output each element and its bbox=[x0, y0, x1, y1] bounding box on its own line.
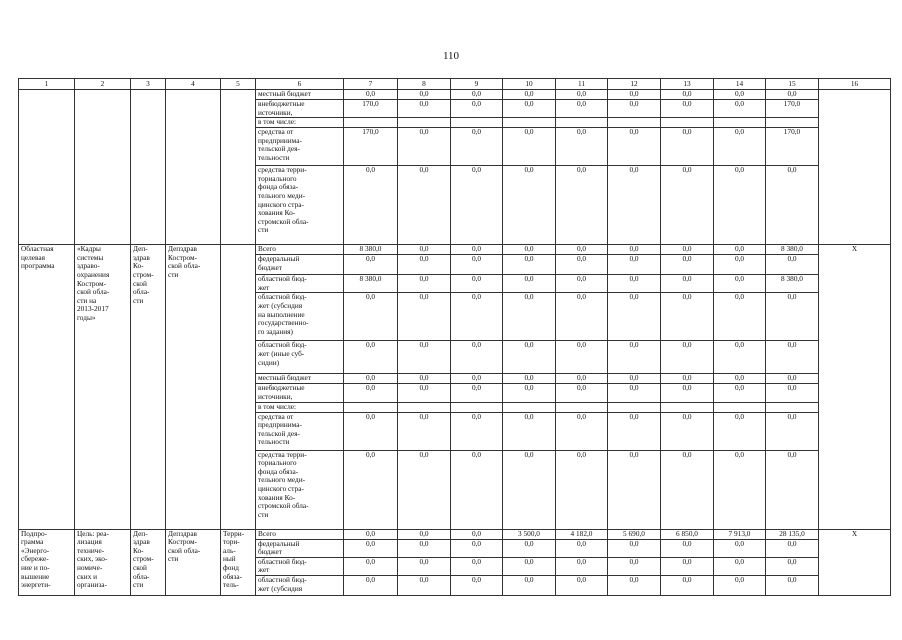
empty-cell-col4 bbox=[166, 90, 221, 245]
value-cell-col11: 0,0 bbox=[556, 384, 608, 402]
value-cell-col11: 0,0 bbox=[556, 293, 608, 341]
value-cell-col13: 0,0 bbox=[661, 100, 714, 118]
value-cell-col10: 0,0 bbox=[503, 384, 556, 402]
value-cell-col7: 0,0 bbox=[344, 374, 398, 384]
value-cell-col12: 0,0 bbox=[608, 539, 661, 557]
value-cell-col15: 0,0 bbox=[766, 575, 819, 595]
column-header-6: 6 bbox=[256, 79, 344, 90]
value-cell-col10: 0,0 bbox=[503, 100, 556, 118]
value-cell-col7: 0,0 bbox=[344, 539, 398, 557]
value-cell-col14: 0,0 bbox=[714, 245, 766, 255]
value-cell-col15: 0,0 bbox=[766, 166, 819, 245]
funding-source: областной бюд- жет bbox=[256, 557, 344, 575]
value-cell-col9: 0,0 bbox=[451, 557, 503, 575]
value-cell-col11: 0,0 bbox=[556, 575, 608, 595]
value-cell-col8: 0,0 bbox=[398, 128, 451, 166]
value-cell-col11: 0,0 bbox=[556, 557, 608, 575]
program-participant bbox=[221, 245, 256, 529]
value-cell-col13: 0,0 bbox=[661, 557, 714, 575]
program-col16-mark: X bbox=[819, 245, 891, 529]
funding-source: областной бюд- жет (субсидия bbox=[256, 575, 344, 595]
column-header-7: 7 bbox=[344, 79, 398, 90]
program-program-name: «Кадры системы здраво- охранения Костром- ской обла- сти на 2013-2017 годы» bbox=[75, 245, 131, 529]
table-row bbox=[19, 529, 891, 539]
funding-source: местный бюджет bbox=[256, 90, 344, 100]
value-cell-col13: 0,0 bbox=[661, 575, 714, 595]
value-cell-col11: 0,0 bbox=[556, 450, 608, 529]
value-cell-col7: 8 380,0 bbox=[344, 275, 398, 293]
value-cell-col8: 0,0 bbox=[398, 90, 451, 100]
value-cell-col8: 0,0 bbox=[398, 575, 451, 595]
value-cell-col7: 0,0 bbox=[344, 293, 398, 341]
value-cell-col11: 0,0 bbox=[556, 90, 608, 100]
value-cell-col9: 0,0 bbox=[451, 90, 503, 100]
value-cell-col8: 0,0 bbox=[398, 557, 451, 575]
column-header-14: 14 bbox=[714, 79, 766, 90]
value-cell-col8: 0,0 bbox=[398, 275, 451, 293]
value-cell-col13 bbox=[661, 402, 714, 412]
value-cell-col11: 0,0 bbox=[556, 341, 608, 374]
value-cell-col10: 0,0 bbox=[503, 90, 556, 100]
value-cell-col13: 0,0 bbox=[661, 341, 714, 374]
value-cell-col14: 0,0 bbox=[714, 575, 766, 595]
value-cell-col11: 4 182,0 bbox=[556, 529, 608, 539]
value-cell-col9: 0,0 bbox=[451, 293, 503, 341]
value-cell-col14: 0,0 bbox=[714, 450, 766, 529]
value-cell-col14: 0,0 bbox=[714, 166, 766, 245]
value-cell-col11: 0,0 bbox=[556, 275, 608, 293]
value-cell-col10: 0,0 bbox=[503, 374, 556, 384]
value-cell-col9 bbox=[451, 118, 503, 128]
value-cell-col8: 0,0 bbox=[398, 539, 451, 557]
value-cell-col13 bbox=[661, 118, 714, 128]
value-cell-col14: 7 913,0 bbox=[714, 529, 766, 539]
value-cell-col7 bbox=[344, 118, 398, 128]
value-cell-col13: 0,0 bbox=[661, 90, 714, 100]
funding-source: в том числе: bbox=[256, 118, 344, 128]
value-cell-col7: 0,0 bbox=[344, 341, 398, 374]
value-cell-col10: 0,0 bbox=[503, 275, 556, 293]
value-cell-col14 bbox=[714, 402, 766, 412]
value-cell-col12: 0,0 bbox=[608, 575, 661, 595]
funding-source: Всего bbox=[256, 245, 344, 255]
value-cell-col13: 0,0 bbox=[661, 374, 714, 384]
value-cell-col7: 0,0 bbox=[344, 557, 398, 575]
value-cell-col14: 0,0 bbox=[714, 100, 766, 118]
value-cell-col11: 0,0 bbox=[556, 412, 608, 450]
value-cell-col12: 0,0 bbox=[608, 255, 661, 275]
funding-source: местный бюджет bbox=[256, 374, 344, 384]
value-cell-col12: 0,0 bbox=[608, 100, 661, 118]
value-cell-col10: 0,0 bbox=[503, 575, 556, 595]
value-cell-col9: 0,0 bbox=[451, 255, 503, 275]
value-cell-col10: 0,0 bbox=[503, 450, 556, 529]
value-cell-col15: 28 135,0 bbox=[766, 529, 819, 539]
value-cell-col7: 0,0 bbox=[344, 90, 398, 100]
funding-source: средства от предпринима- тельской дея- тельности bbox=[256, 128, 344, 166]
value-cell-col13: 0,0 bbox=[661, 412, 714, 450]
value-cell-col11: 0,0 bbox=[556, 100, 608, 118]
funding-source: внебюджетные источники, bbox=[256, 100, 344, 118]
value-cell-col14: 0,0 bbox=[714, 275, 766, 293]
column-header-13: 13 bbox=[661, 79, 714, 90]
value-cell-col14: 0,0 bbox=[714, 341, 766, 374]
funding-source: средства от предпринима- тельской дея- тельности bbox=[256, 412, 344, 450]
value-cell-col12 bbox=[608, 118, 661, 128]
value-cell-col10: 0,0 bbox=[503, 255, 556, 275]
value-cell-col14: 0,0 bbox=[714, 539, 766, 557]
value-cell-col10: 0,0 bbox=[503, 412, 556, 450]
value-cell-col10: 3 500,0 bbox=[503, 529, 556, 539]
column-header-16: 16 bbox=[819, 79, 891, 90]
funding-source: в том числе: bbox=[256, 402, 344, 412]
value-cell-col14: 0,0 bbox=[714, 412, 766, 450]
funding-source: федеральный бюджет bbox=[256, 539, 344, 557]
value-cell-col14: 0,0 bbox=[714, 90, 766, 100]
value-cell-col10: 0,0 bbox=[503, 557, 556, 575]
value-cell-col8: 0,0 bbox=[398, 384, 451, 402]
value-cell-col15 bbox=[766, 118, 819, 128]
table-row bbox=[19, 90, 891, 100]
value-cell-col14: 0,0 bbox=[714, 557, 766, 575]
value-cell-col14: 0,0 bbox=[714, 255, 766, 275]
value-cell-col15: 0,0 bbox=[766, 255, 819, 275]
funding-source: областной бюд- жет (иные суб- сидии) bbox=[256, 341, 344, 374]
value-cell-col13: 0,0 bbox=[661, 384, 714, 402]
value-cell-col8: 0,0 bbox=[398, 374, 451, 384]
value-cell-col15: 8 380,0 bbox=[766, 245, 819, 255]
value-cell-col15: 0,0 bbox=[766, 374, 819, 384]
value-cell-col12: 0,0 bbox=[608, 412, 661, 450]
empty-cell-col5 bbox=[221, 90, 256, 245]
value-cell-col12: 0,0 bbox=[608, 384, 661, 402]
program-coexecutor: Депздрав Костром- ской обла- сти bbox=[166, 245, 221, 529]
value-cell-col11: 0,0 bbox=[556, 255, 608, 275]
value-cell-col12: 5 690,0 bbox=[608, 529, 661, 539]
value-cell-col15: 0,0 bbox=[766, 450, 819, 529]
column-header-3: 3 bbox=[131, 79, 166, 90]
value-cell-col10: 0,0 bbox=[503, 341, 556, 374]
column-header-8: 8 bbox=[398, 79, 451, 90]
value-cell-col13: 0,0 bbox=[661, 128, 714, 166]
value-cell-col9: 0,0 bbox=[451, 128, 503, 166]
value-cell-col11: 0,0 bbox=[556, 245, 608, 255]
value-cell-col11: 0,0 bbox=[556, 166, 608, 245]
value-cell-col12: 0,0 bbox=[608, 374, 661, 384]
value-cell-col7: 8 380,0 bbox=[344, 245, 398, 255]
funding-source: областной бюд- жет (субсидия на выполнение государственно- го задания) bbox=[256, 293, 344, 341]
column-header-1: 1 bbox=[19, 79, 75, 90]
value-cell-col13: 0,0 bbox=[661, 293, 714, 341]
value-cell-col15: 0,0 bbox=[766, 293, 819, 341]
funding-source: средства терри- ториального фонда обяза- тельного меди- цинского стра- хования Ко- стромской обла- сти bbox=[256, 166, 344, 245]
subprogram-program-name: Цель: реа- лизация техниче- ских, эко- номиче- ских и организа- bbox=[75, 529, 131, 595]
value-cell-col13: 6 850,0 bbox=[661, 529, 714, 539]
value-cell-col8: 0,0 bbox=[398, 341, 451, 374]
value-cell-col11: 0,0 bbox=[556, 128, 608, 166]
value-cell-col15: 8 380,0 bbox=[766, 275, 819, 293]
value-cell-col7: 0,0 bbox=[344, 166, 398, 245]
value-cell-col8 bbox=[398, 118, 451, 128]
funding-source: федеральный бюджет bbox=[256, 255, 344, 275]
value-cell-col10 bbox=[503, 118, 556, 128]
value-cell-col9: 0,0 bbox=[451, 529, 503, 539]
value-cell-col12: 0,0 bbox=[608, 275, 661, 293]
value-cell-col12: 0,0 bbox=[608, 128, 661, 166]
value-cell-col9: 0,0 bbox=[451, 275, 503, 293]
value-cell-col8: 0,0 bbox=[398, 412, 451, 450]
value-cell-col14: 0,0 bbox=[714, 128, 766, 166]
value-cell-col14: 0,0 bbox=[714, 293, 766, 341]
value-cell-col10: 0,0 bbox=[503, 166, 556, 245]
column-header-5: 5 bbox=[221, 79, 256, 90]
value-cell-col13: 0,0 bbox=[661, 275, 714, 293]
value-cell-col8 bbox=[398, 402, 451, 412]
value-cell-col8: 0,0 bbox=[398, 100, 451, 118]
funding-source: Всего bbox=[256, 529, 344, 539]
column-header-12: 12 bbox=[608, 79, 661, 90]
value-cell-col11: 0,0 bbox=[556, 539, 608, 557]
value-cell-col9: 0,0 bbox=[451, 374, 503, 384]
value-cell-col12: 0,0 bbox=[608, 450, 661, 529]
subprogram-participant: Терри- тори- аль- ный фонд обяза- тель- bbox=[221, 529, 256, 595]
value-cell-col12: 0,0 bbox=[608, 166, 661, 245]
value-cell-col9: 0,0 bbox=[451, 539, 503, 557]
value-cell-col7: 0,0 bbox=[344, 450, 398, 529]
funding-source: областной бюд- жет bbox=[256, 275, 344, 293]
value-cell-col9: 0,0 bbox=[451, 100, 503, 118]
column-header-15: 15 bbox=[766, 79, 819, 90]
value-cell-col9: 0,0 bbox=[451, 412, 503, 450]
empty-cell-col1 bbox=[19, 90, 75, 245]
value-cell-col7: 170,0 bbox=[344, 128, 398, 166]
value-cell-col9: 0,0 bbox=[451, 166, 503, 245]
value-cell-col12: 0,0 bbox=[608, 341, 661, 374]
value-cell-col15: 0,0 bbox=[766, 557, 819, 575]
value-cell-col7: 0,0 bbox=[344, 575, 398, 595]
value-cell-col8: 0,0 bbox=[398, 529, 451, 539]
value-cell-col10 bbox=[503, 402, 556, 412]
value-cell-col13: 0,0 bbox=[661, 539, 714, 557]
value-cell-col15: 0,0 bbox=[766, 539, 819, 557]
value-cell-col8: 0,0 bbox=[398, 450, 451, 529]
subprogram-program-type: Подпро- грамма «Энерго- сбереже- ние и по- вышение энергети- bbox=[19, 529, 75, 595]
column-header-2: 2 bbox=[75, 79, 131, 90]
column-header-4: 4 bbox=[166, 79, 221, 90]
value-cell-col11: 0,0 bbox=[556, 374, 608, 384]
value-cell-col14 bbox=[714, 118, 766, 128]
value-cell-col11 bbox=[556, 118, 608, 128]
value-cell-col12: 0,0 bbox=[608, 557, 661, 575]
table-row bbox=[19, 245, 891, 255]
value-cell-col7: 0,0 bbox=[344, 529, 398, 539]
value-cell-col10: 0,0 bbox=[503, 128, 556, 166]
value-cell-col9: 0,0 bbox=[451, 450, 503, 529]
value-cell-col13: 0,0 bbox=[661, 255, 714, 275]
program-responsible-executor: Деп- здрав Ко- стром- ской обла- сти bbox=[131, 245, 166, 529]
funding-source: внебюджетные источники, bbox=[256, 384, 344, 402]
subprogram-responsible-executor: Деп- здрав Ко- стром- ской обла- сти bbox=[131, 529, 166, 595]
value-cell-col15 bbox=[766, 402, 819, 412]
value-cell-col7: 170,0 bbox=[344, 100, 398, 118]
value-cell-col13: 0,0 bbox=[661, 245, 714, 255]
subprogram-coexecutor: Депздрав Костром- ской обла- сти bbox=[166, 529, 221, 595]
empty-cell-col2 bbox=[75, 90, 131, 245]
value-cell-col10: 0,0 bbox=[503, 539, 556, 557]
value-cell-col8: 0,0 bbox=[398, 245, 451, 255]
header-row bbox=[19, 79, 891, 90]
value-cell-col11 bbox=[556, 402, 608, 412]
column-header-11: 11 bbox=[556, 79, 608, 90]
value-cell-col9: 0,0 bbox=[451, 384, 503, 402]
value-cell-col15: 0,0 bbox=[766, 341, 819, 374]
value-cell-col10: 0,0 bbox=[503, 293, 556, 341]
value-cell-col15: 170,0 bbox=[766, 100, 819, 118]
value-cell-col13: 0,0 bbox=[661, 166, 714, 245]
value-cell-col12 bbox=[608, 402, 661, 412]
value-cell-col9: 0,0 bbox=[451, 245, 503, 255]
budget-table bbox=[18, 78, 891, 596]
value-cell-col9 bbox=[451, 402, 503, 412]
value-cell-col8: 0,0 bbox=[398, 293, 451, 341]
value-cell-col7: 0,0 bbox=[344, 255, 398, 275]
value-cell-col12: 0,0 bbox=[608, 245, 661, 255]
value-cell-col8: 0,0 bbox=[398, 166, 451, 245]
value-cell-col7 bbox=[344, 402, 398, 412]
value-cell-col7: 0,0 bbox=[344, 384, 398, 402]
page-number: 110 bbox=[442, 50, 460, 62]
value-cell-col10: 0,0 bbox=[503, 245, 556, 255]
value-cell-col8: 0,0 bbox=[398, 255, 451, 275]
column-header-10: 10 bbox=[503, 79, 556, 90]
subprogram-col16-mark: X bbox=[819, 529, 891, 595]
value-cell-col15: 0,0 bbox=[766, 384, 819, 402]
value-cell-col7: 0,0 bbox=[344, 412, 398, 450]
value-cell-col13: 0,0 bbox=[661, 450, 714, 529]
value-cell-col15: 170,0 bbox=[766, 128, 819, 166]
value-cell-col9: 0,0 bbox=[451, 575, 503, 595]
value-cell-col15: 0,0 bbox=[766, 90, 819, 100]
value-cell-col15: 0,0 bbox=[766, 412, 819, 450]
value-cell-col14: 0,0 bbox=[714, 384, 766, 402]
value-cell-col12: 0,0 bbox=[608, 90, 661, 100]
empty-cell-col3 bbox=[131, 90, 166, 245]
value-cell-col9: 0,0 bbox=[451, 341, 503, 374]
value-cell-col14: 0,0 bbox=[714, 374, 766, 384]
value-cell-col12: 0,0 bbox=[608, 293, 661, 341]
program-program-type: Областная целевая программа bbox=[19, 245, 75, 529]
funding-source: средства терри- ториального фонда обяза- тельного меди- цинского стра- хования Ко- стромской обла- сти bbox=[256, 450, 344, 529]
column-header-9: 9 bbox=[451, 79, 503, 90]
empty-cell-col16 bbox=[819, 90, 891, 245]
